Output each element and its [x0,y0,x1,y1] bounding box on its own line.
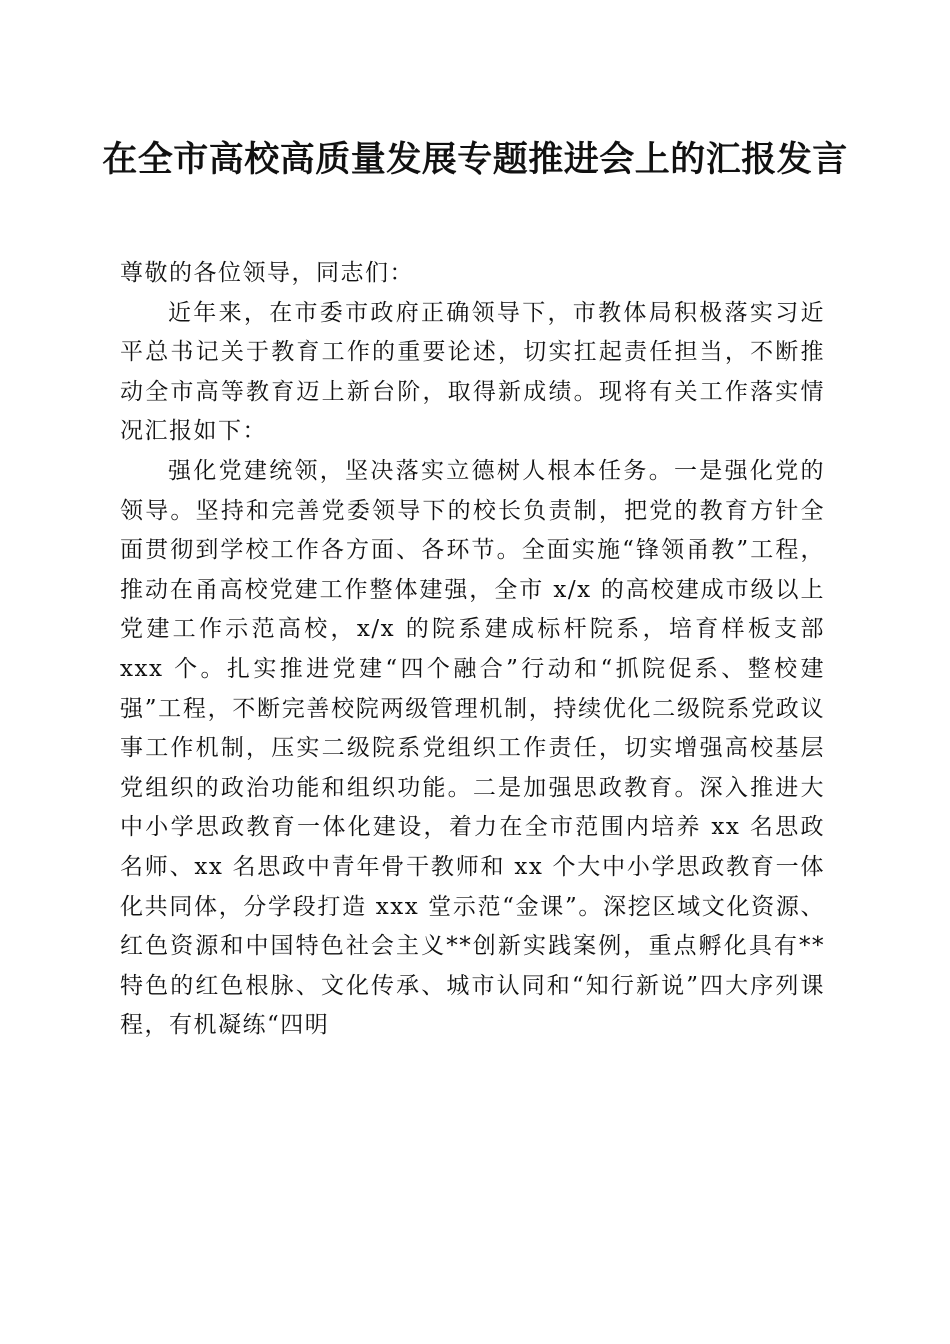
salutation: 尊敬的各位领导，同志们： [120,260,414,286]
document-body [120,254,825,1046]
paragraph-party-building: 强化党建统领，坚决落实立德树人根本任务。一是强化党的领导。坚持和完善党委领导下的校长负责制，把党的教育方针全面贯彻到学校工作各方面、各环节。全面实施“锋领甬教”工程，推动在甬高校党建工作整体建强，全市 x/x 的高校建成市级以上党建工作示范高校，x/x 的院系建成标杆院系，培育样板支部 xxx 个。扎实推进党建“四个融合”行动和“抓院促系、整校建强”工程，不断完善校院两级管理机制，持续优化二级院系党政议事工作机制，压实二级院系党组织工作责任，切实增强高校基层党组织的政治功能和组织功能。二是加强思政教育。深入推进大中小学思政教育一体化建设，着力在全市范围内培养 xx 名思政名师、xx 名思政中青年骨干教师和 xx 个大中小学思政教育一体化共同体，分学段打造 xxx 堂示范“金课”。深挖区域文化资源、红色资源和中国特色社会主义**创新实践案例，重点孵化具有**特色的红色根脉、文化传承、城市认同和“知行新说”四大序列课程，有机凝练“四明 [120,457,825,1039]
document-title: 在全市高校高质量发展专题推进会上的汇报发言 [102,139,848,180]
paragraph-intro: 近年来，在市委市政府正确领导下，市教体局积极落实习近平总书记关于教育工作的重要论述，切实扛起责任担当，不断推动全市高等教育迈上新台阶，取得新成绩。现将有关工作落实情况汇报如下： [120,299,825,445]
